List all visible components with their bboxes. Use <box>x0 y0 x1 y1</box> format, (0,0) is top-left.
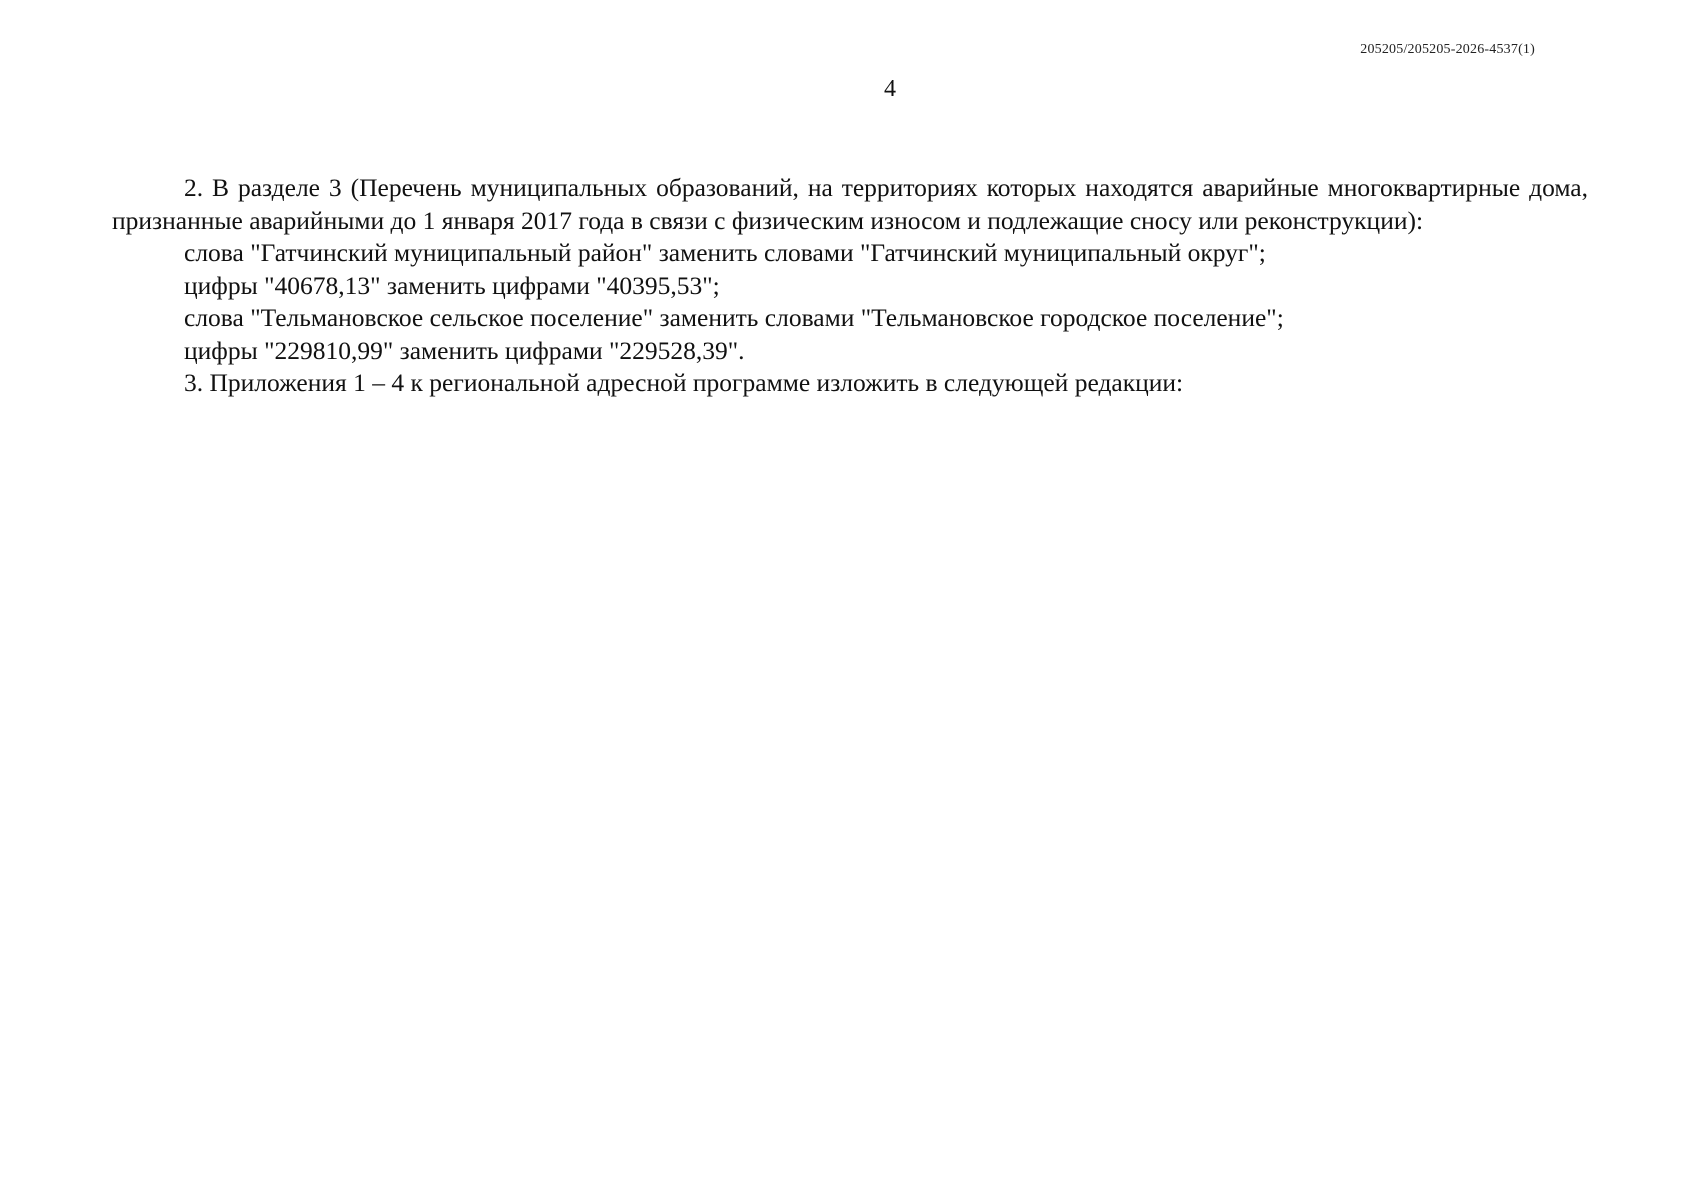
paragraph-section-2-intro: 2. В разделе 3 (Перечень муниципальных образований, на территориях которых находятся аварийные многоквартирные дома, признанные аварийными до 1 января 2017 года в связи с физическим износом и подлежащие сносу или реконструкции): <box>112 173 1588 235</box>
paragraph-section-3: 3. Приложения 1 – 4 к региональной адресной программе изложить в следующей редакции: <box>184 368 1184 397</box>
paragraph-replace-figures-2: цифры "229810,99" заменить цифрами "229528,39". <box>184 335 745 365</box>
page-number: 4 <box>884 76 896 102</box>
document-body <box>112 172 1588 400</box>
paragraph-replace-settlement: слова "Тельмановское сельское поселение" заменить словами "Тельмановское городское поселение"; <box>184 303 1284 332</box>
document-id: 205205/205205-2026-4537(1) <box>1360 42 1535 57</box>
paragraph-replace-figures-1: цифры "40678,13" заменить цифрами "40395,53"; <box>184 270 720 300</box>
paragraph-replace-district: слова "Гатчинский муниципальный район" заменить словами "Гатчинский муниципальный округ"; <box>184 238 1266 267</box>
